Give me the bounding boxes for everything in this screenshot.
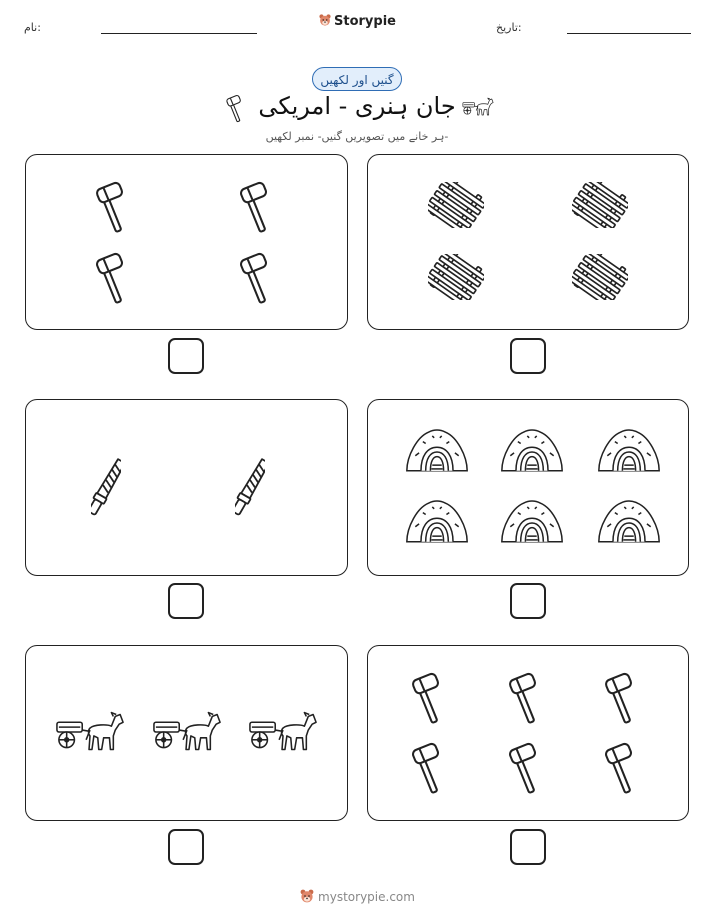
answer-box[interactable] xyxy=(168,829,204,865)
answer-box[interactable] xyxy=(168,338,204,374)
panel-railroad-tracks xyxy=(367,154,689,330)
panel-hammers-6 xyxy=(367,645,689,821)
horse-cart-icon xyxy=(248,710,318,754)
hammer-icon xyxy=(603,741,643,797)
horse-cart-icon xyxy=(462,96,494,118)
spike-drill-icon xyxy=(91,453,121,523)
bear-logo-icon xyxy=(299,888,315,904)
hammer-icon xyxy=(94,251,134,307)
railroad-track-icon xyxy=(428,182,484,228)
panel-horse-carts xyxy=(25,645,348,821)
tunnel-icon xyxy=(596,498,662,546)
hammer-icon xyxy=(507,671,547,727)
spike-drill-icon xyxy=(235,453,265,523)
tunnel-icon xyxy=(499,498,565,546)
instructions: ہر خانے میں تصویریں گنیں- نمبر لکھیں- xyxy=(265,130,449,143)
name-line xyxy=(101,33,257,34)
brand-logo xyxy=(0,13,714,29)
footer-url[interactable]: mystorypie.com xyxy=(318,890,415,904)
railroad-track-icon xyxy=(572,254,628,300)
horse-cart-icon xyxy=(152,710,222,754)
panel-drills xyxy=(25,399,348,576)
hammer-icon xyxy=(238,251,278,307)
bear-logo-icon xyxy=(318,13,332,27)
name-label: نام: xyxy=(24,21,41,34)
hammer-icon xyxy=(94,180,134,236)
panel-hammers-4 xyxy=(25,154,348,330)
tunnel-icon xyxy=(596,427,662,475)
activity-badge: گنیں اور لکھیں xyxy=(312,67,402,91)
panel-tunnels xyxy=(367,399,689,576)
answer-box[interactable] xyxy=(510,338,546,374)
tunnel-icon xyxy=(404,427,470,475)
horse-cart-icon xyxy=(55,710,125,754)
hammer-icon xyxy=(410,741,450,797)
date-label: تاریخ: xyxy=(496,21,522,34)
tunnel-icon xyxy=(499,427,565,475)
brand-name: Storypie xyxy=(334,14,396,29)
hammer-icon xyxy=(603,671,643,727)
date-line xyxy=(567,33,691,34)
answer-box[interactable] xyxy=(168,583,204,619)
hammer-icon xyxy=(410,671,450,727)
railroad-track-icon xyxy=(572,182,628,228)
railroad-track-icon xyxy=(428,254,484,300)
footer xyxy=(0,888,714,904)
answer-box[interactable] xyxy=(510,583,546,619)
tunnel-icon xyxy=(404,498,470,546)
hammer-icon xyxy=(507,741,547,797)
answer-box[interactable] xyxy=(510,829,546,865)
page-title: جان ہنری - امریکی xyxy=(258,92,456,120)
hammer-icon xyxy=(238,180,278,236)
